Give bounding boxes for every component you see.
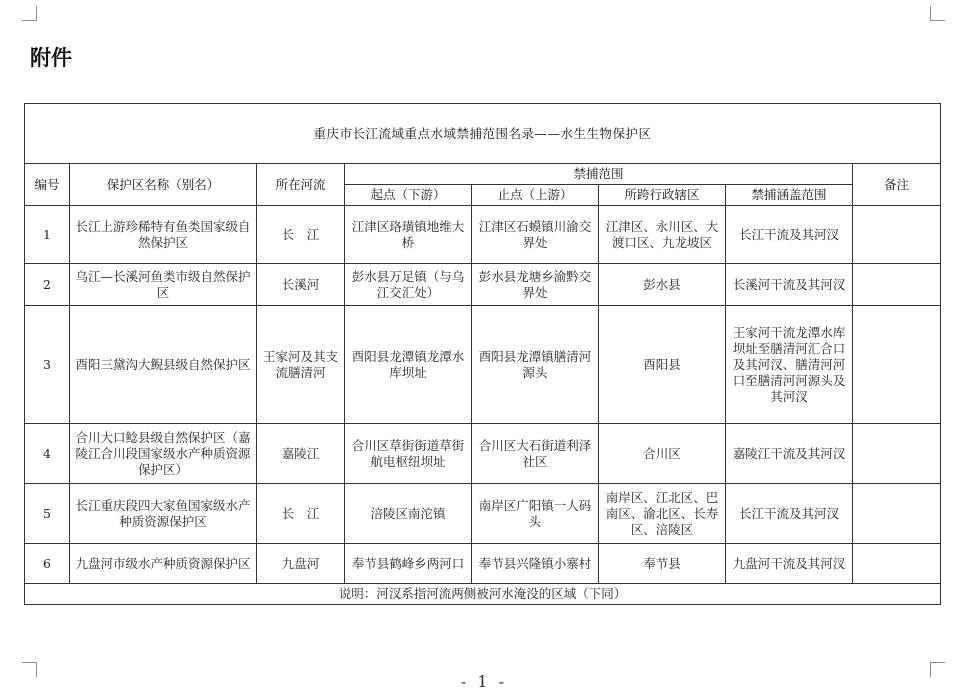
cell-no: 1 bbox=[25, 206, 70, 264]
cell-end: 合川区大石街道利泽社区 bbox=[472, 424, 599, 484]
table-note: 说明：河汊系指河流两侧被河水淹没的区域（下同） bbox=[25, 584, 941, 605]
cell-coverage: 长溪河干流及其河汊 bbox=[726, 264, 853, 306]
cell-no: 6 bbox=[25, 544, 70, 584]
cell-name: 酉阳三黛沟大鲵县级自然保护区 bbox=[70, 306, 257, 424]
table-row bbox=[25, 306, 941, 424]
cell-no: 3 bbox=[25, 306, 70, 424]
cell-end: 南岸区广阳镇一人码头 bbox=[472, 484, 599, 544]
header-start: 起点（下游） bbox=[345, 185, 472, 206]
cell-name: 长江重庆段四大家鱼国家级水产种质资源保护区 bbox=[70, 484, 257, 544]
attachment-label: 附件 bbox=[30, 46, 72, 70]
header-river: 所在河流 bbox=[257, 164, 345, 206]
cell-name: 合川大口鲶县级自然保护区（嘉陵江合川段国家级水产种质资源保护区） bbox=[70, 424, 257, 484]
cell-end: 江津区石蟆镇川渝交界处 bbox=[472, 206, 599, 264]
cell-river: 嘉陵江 bbox=[257, 424, 345, 484]
cell-no: 4 bbox=[25, 424, 70, 484]
cell-remark bbox=[853, 264, 941, 306]
cell-end: 酉阳县龙潭镇膳清河源头 bbox=[472, 306, 599, 424]
corner-mark-top-right bbox=[930, 6, 945, 21]
cell-coverage: 长江干流及其河汊 bbox=[726, 206, 853, 264]
header-coverage: 禁捕涵盖范围 bbox=[726, 185, 853, 206]
cell-coverage: 长江干流及其河汊 bbox=[726, 484, 853, 544]
cell-name: 九盘河市级水产种质资源保护区 bbox=[70, 544, 257, 584]
cell-start: 江津区珞璜镇地维大桥 bbox=[345, 206, 472, 264]
cell-end: 彭水县龙塘乡渝黔交界处 bbox=[472, 264, 599, 306]
cell-river: 九盘河 bbox=[257, 544, 345, 584]
cell-no: 2 bbox=[25, 264, 70, 306]
cell-start: 奉节县鹤峰乡两河口 bbox=[345, 544, 472, 584]
cell-start: 合川区草街街道草街航电枢纽坝址 bbox=[345, 424, 472, 484]
protection-zone-table bbox=[24, 103, 941, 605]
cell-district: 合川区 bbox=[599, 424, 726, 484]
cell-coverage: 九盘河干流及其河汊 bbox=[726, 544, 853, 584]
cell-coverage: 嘉陵江干流及其河汊 bbox=[726, 424, 853, 484]
table-title: 重庆市长江流域重点水域禁捕范围名录——水生生物保护区 bbox=[25, 104, 941, 164]
cell-river: 长 江 bbox=[257, 484, 345, 544]
cell-no: 5 bbox=[25, 484, 70, 544]
header-district: 所跨行政辖区 bbox=[599, 185, 726, 206]
table-row bbox=[25, 264, 941, 306]
table-row bbox=[25, 484, 941, 544]
cell-start: 涪陵区南沱镇 bbox=[345, 484, 472, 544]
header-name: 保护区名称（别名） bbox=[70, 164, 257, 206]
page-number: - 1 - bbox=[460, 672, 508, 691]
cell-start: 彭水县万足镇（与乌江交汇处） bbox=[345, 264, 472, 306]
cell-remark bbox=[853, 424, 941, 484]
header-no: 编号 bbox=[25, 164, 70, 206]
cell-district: 酉阳县 bbox=[599, 306, 726, 424]
corner-mark-top-left bbox=[22, 6, 37, 21]
cell-coverage: 王家河干流龙潭水库坝址至膳清河汇合口及其河汊、膳清河河口至膳清河河源头及其河汊 bbox=[726, 306, 853, 424]
cell-river: 长 江 bbox=[257, 206, 345, 264]
cell-name: 长江上游珍稀特有鱼类国家级自然保护区 bbox=[70, 206, 257, 264]
cell-name: 乌江—长溪河鱼类市级自然保护区 bbox=[70, 264, 257, 306]
cell-district: 南岸区、江北区、巴南区、渝北区、长寿区、涪陵区 bbox=[599, 484, 726, 544]
cell-remark bbox=[853, 484, 941, 544]
cell-district: 彭水县 bbox=[599, 264, 726, 306]
cell-district: 奉节县 bbox=[599, 544, 726, 584]
table-row bbox=[25, 424, 941, 484]
header-range: 禁捕范围 bbox=[345, 164, 853, 185]
cell-end: 奉节县兴隆镇小寨村 bbox=[472, 544, 599, 584]
cell-river: 长溪河 bbox=[257, 264, 345, 306]
cell-district: 江津区、永川区、大渡口区、九龙坡区 bbox=[599, 206, 726, 264]
header-end: 止点（上游） bbox=[472, 185, 599, 206]
cell-remark bbox=[853, 544, 941, 584]
cell-remark bbox=[853, 206, 941, 264]
cell-remark bbox=[853, 306, 941, 424]
cell-start: 酉阳县龙潭镇龙潭水库坝址 bbox=[345, 306, 472, 424]
table-row bbox=[25, 206, 941, 264]
header-remark: 备注 bbox=[853, 164, 941, 206]
cell-river: 王家河及其支流膳清河 bbox=[257, 306, 345, 424]
table-row bbox=[25, 544, 941, 584]
